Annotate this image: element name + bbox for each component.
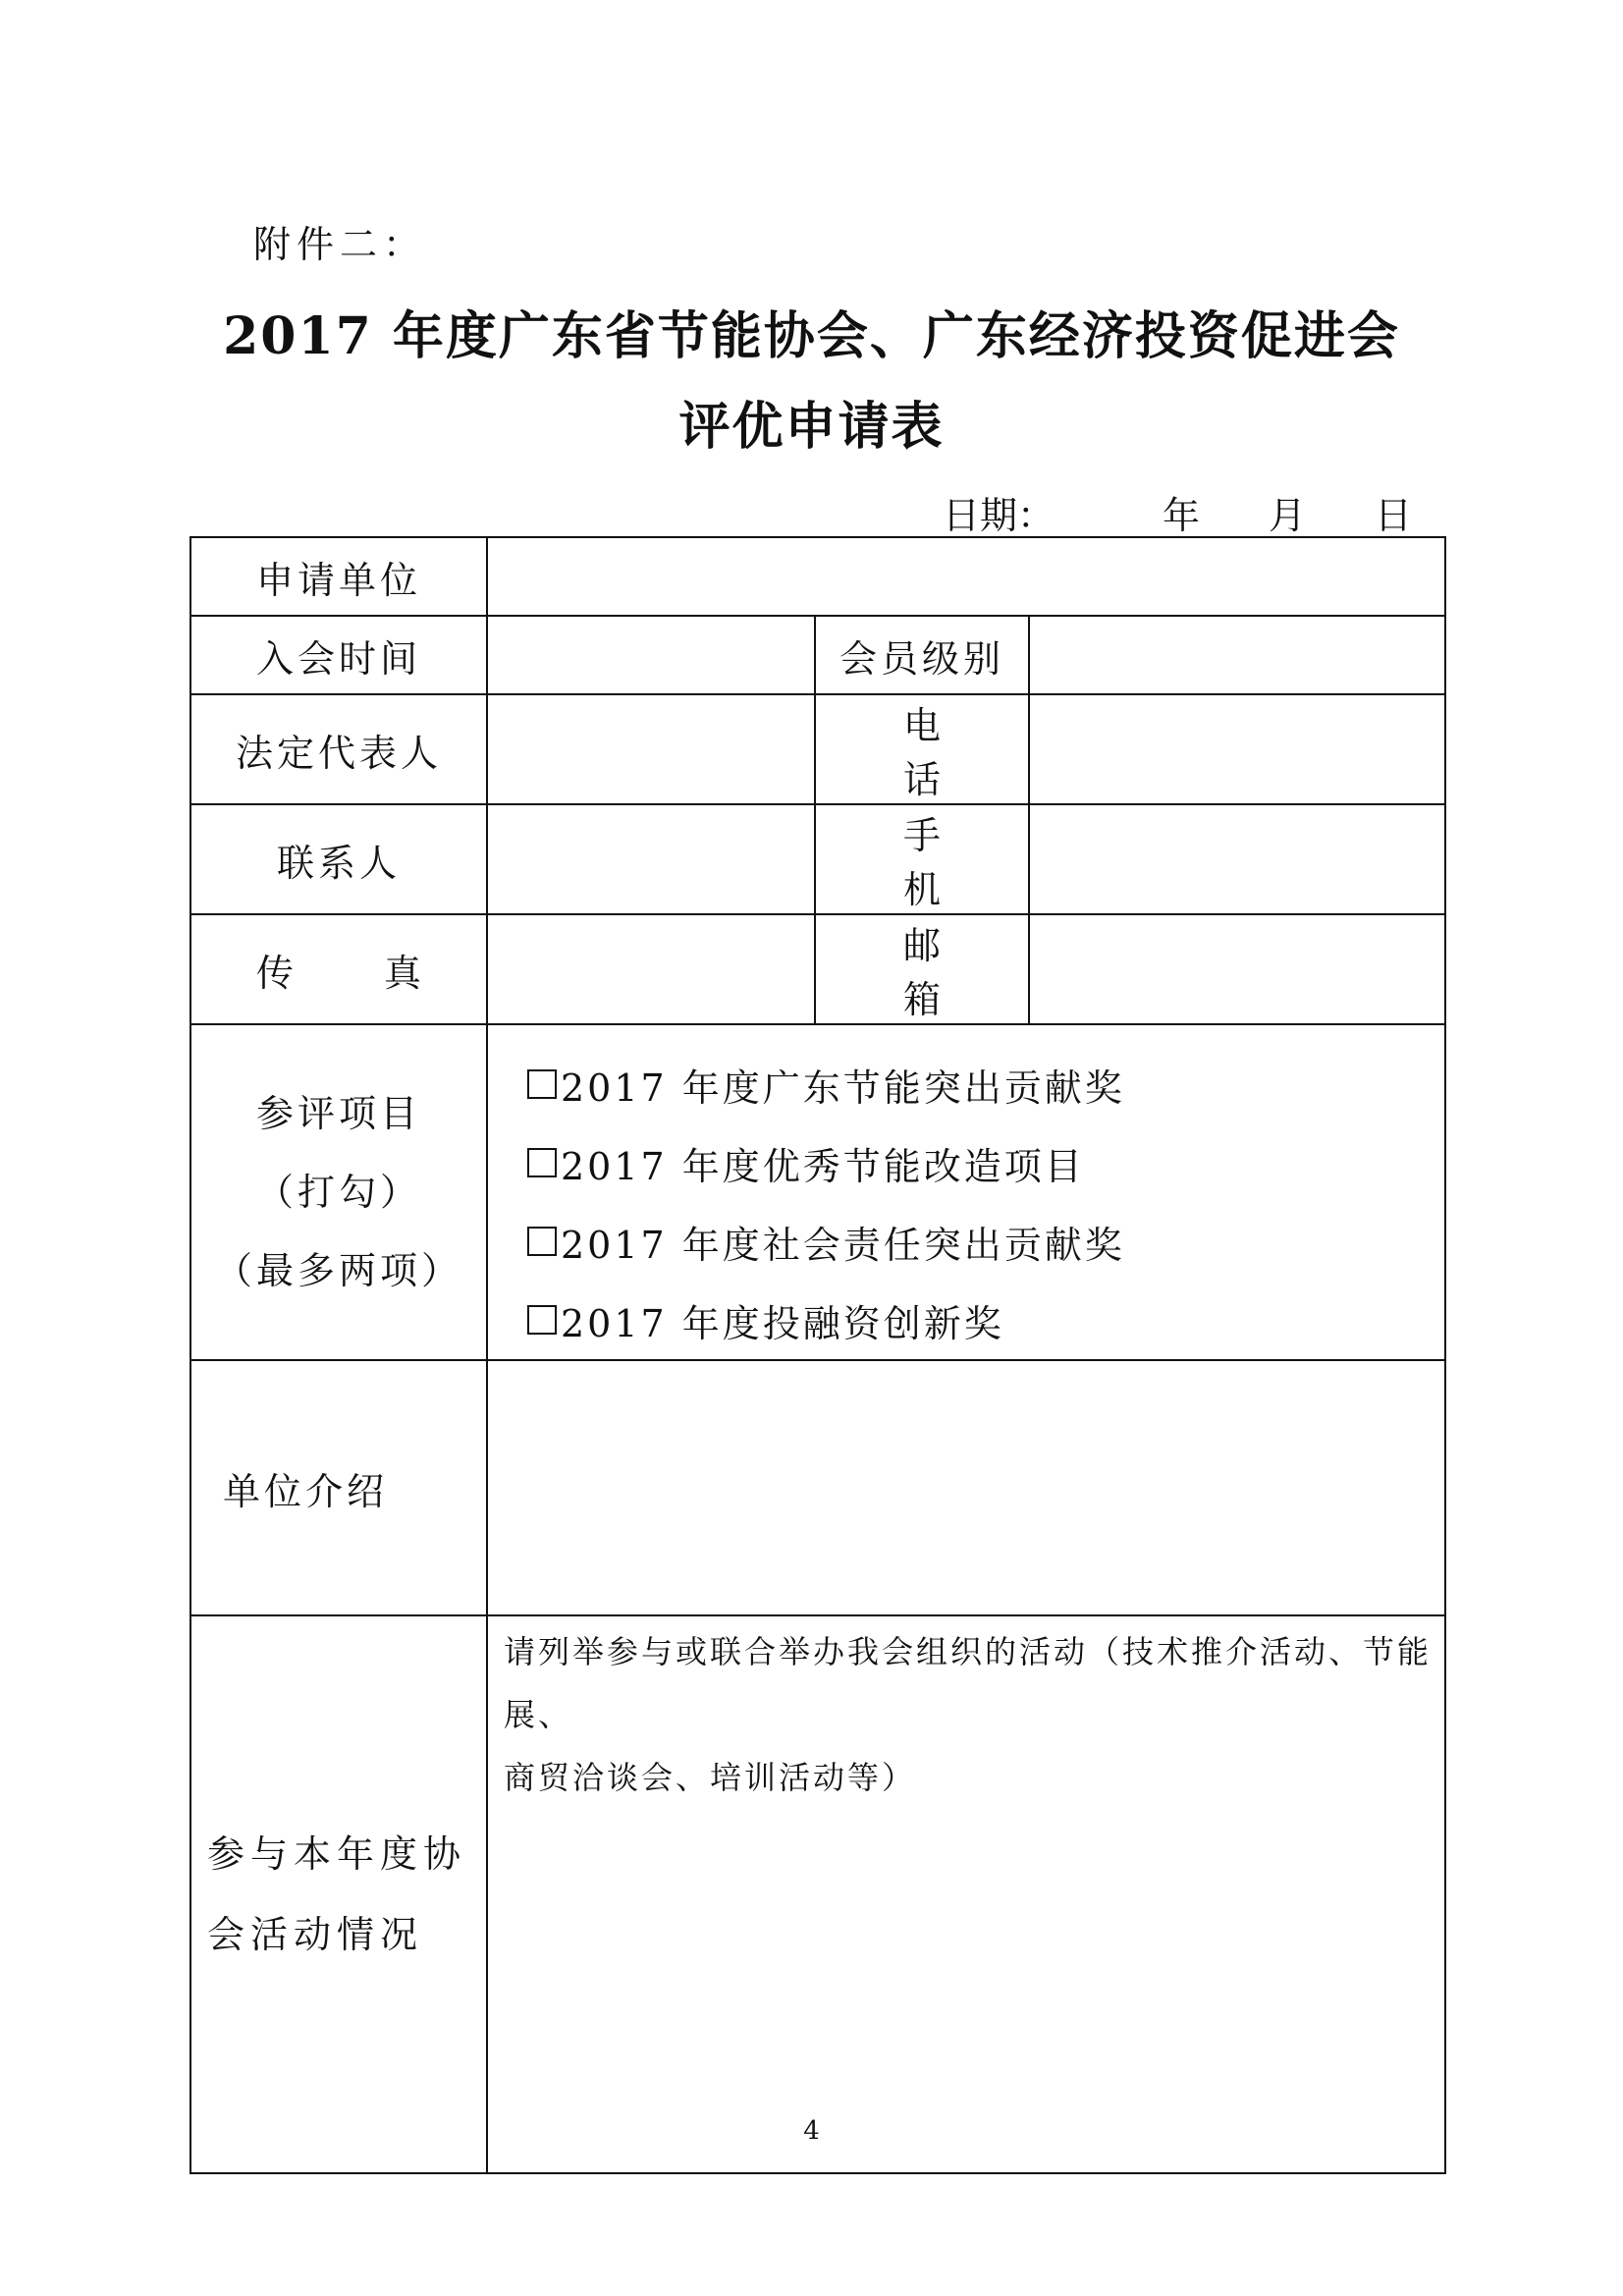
items-options bbox=[487, 1024, 1445, 1360]
option-item bbox=[527, 1202, 1444, 1281]
legal-rep-label: 法定代表人 bbox=[190, 694, 487, 804]
activity-label bbox=[190, 1615, 487, 2173]
contact-label: 联系人 bbox=[190, 804, 487, 914]
activity-note-line: 商贸洽谈会、培训活动等） bbox=[504, 1759, 917, 1796]
form-title-line1: 2017 年度广东省节能协会、广东经济投资促进会 bbox=[223, 306, 1400, 366]
email-label: 邮 箱 bbox=[815, 914, 1029, 1024]
attachment-label: 附件二： bbox=[253, 223, 427, 266]
date-month-unit: 月 bbox=[1269, 494, 1307, 537]
date-year-unit: 年 bbox=[1163, 494, 1201, 537]
checkbox[interactable] bbox=[527, 1069, 557, 1099]
checkbox[interactable] bbox=[527, 1305, 557, 1335]
option-label: 2017 年度广东节能突出贡献奖 bbox=[561, 1066, 1125, 1110]
page-number: 4 bbox=[803, 2116, 820, 2146]
member-level-field[interactable] bbox=[1029, 616, 1445, 694]
checkbox[interactable] bbox=[527, 1227, 557, 1256]
intro-label: 单位介绍 bbox=[190, 1360, 487, 1615]
option-label: 2017 年度投融资创新奖 bbox=[561, 1301, 1004, 1345]
checkbox[interactable] bbox=[527, 1148, 557, 1177]
date-line bbox=[943, 485, 1412, 539]
items-label-line: （最多两项） bbox=[214, 1249, 462, 1292]
option-item bbox=[527, 1281, 1444, 1359]
date-day-unit: 日 bbox=[1375, 494, 1413, 537]
activity-note-line: 请列举参与或联合举办我会组织的活动（技术推介活动、节能展、 bbox=[504, 1633, 1433, 1733]
activity-label-line: 会活动情况 bbox=[207, 1913, 424, 1956]
items-label-line: （打勾） bbox=[255, 1171, 421, 1214]
activity-label-line: 参与本年度协 bbox=[207, 1832, 467, 1876]
fax-field[interactable] bbox=[487, 914, 815, 1024]
application-form-table bbox=[189, 536, 1446, 2174]
activity-field[interactable] bbox=[487, 1615, 1445, 2173]
join-time-label: 入会时间 bbox=[190, 616, 487, 694]
join-time-field[interactable] bbox=[487, 616, 815, 694]
contact-field[interactable] bbox=[487, 804, 815, 914]
date-label: 日期： bbox=[943, 494, 1055, 537]
member-level-label: 会员级别 bbox=[815, 616, 1029, 694]
applicant-unit-label: 申请单位 bbox=[190, 537, 487, 616]
items-label bbox=[190, 1024, 487, 1360]
option-label: 2017 年度社会责任突出贡献奖 bbox=[561, 1223, 1125, 1267]
fax-label: 传 真 bbox=[190, 914, 487, 1024]
option-item bbox=[527, 1123, 1444, 1202]
intro-field[interactable] bbox=[487, 1360, 1445, 1615]
form-title-line2: 评优申请表 bbox=[678, 397, 945, 457]
option-label: 2017 年度优秀节能改造项目 bbox=[561, 1144, 1085, 1188]
mobile-field[interactable] bbox=[1029, 804, 1445, 914]
legal-rep-field[interactable] bbox=[487, 694, 815, 804]
option-item bbox=[527, 1045, 1444, 1123]
email-field[interactable] bbox=[1029, 914, 1445, 1024]
phone-field[interactable] bbox=[1029, 694, 1445, 804]
mobile-label: 手 机 bbox=[815, 804, 1029, 914]
phone-label: 电 话 bbox=[815, 694, 1029, 804]
items-label-line: 参评项目 bbox=[255, 1092, 421, 1135]
applicant-unit-field[interactable] bbox=[487, 537, 1445, 616]
